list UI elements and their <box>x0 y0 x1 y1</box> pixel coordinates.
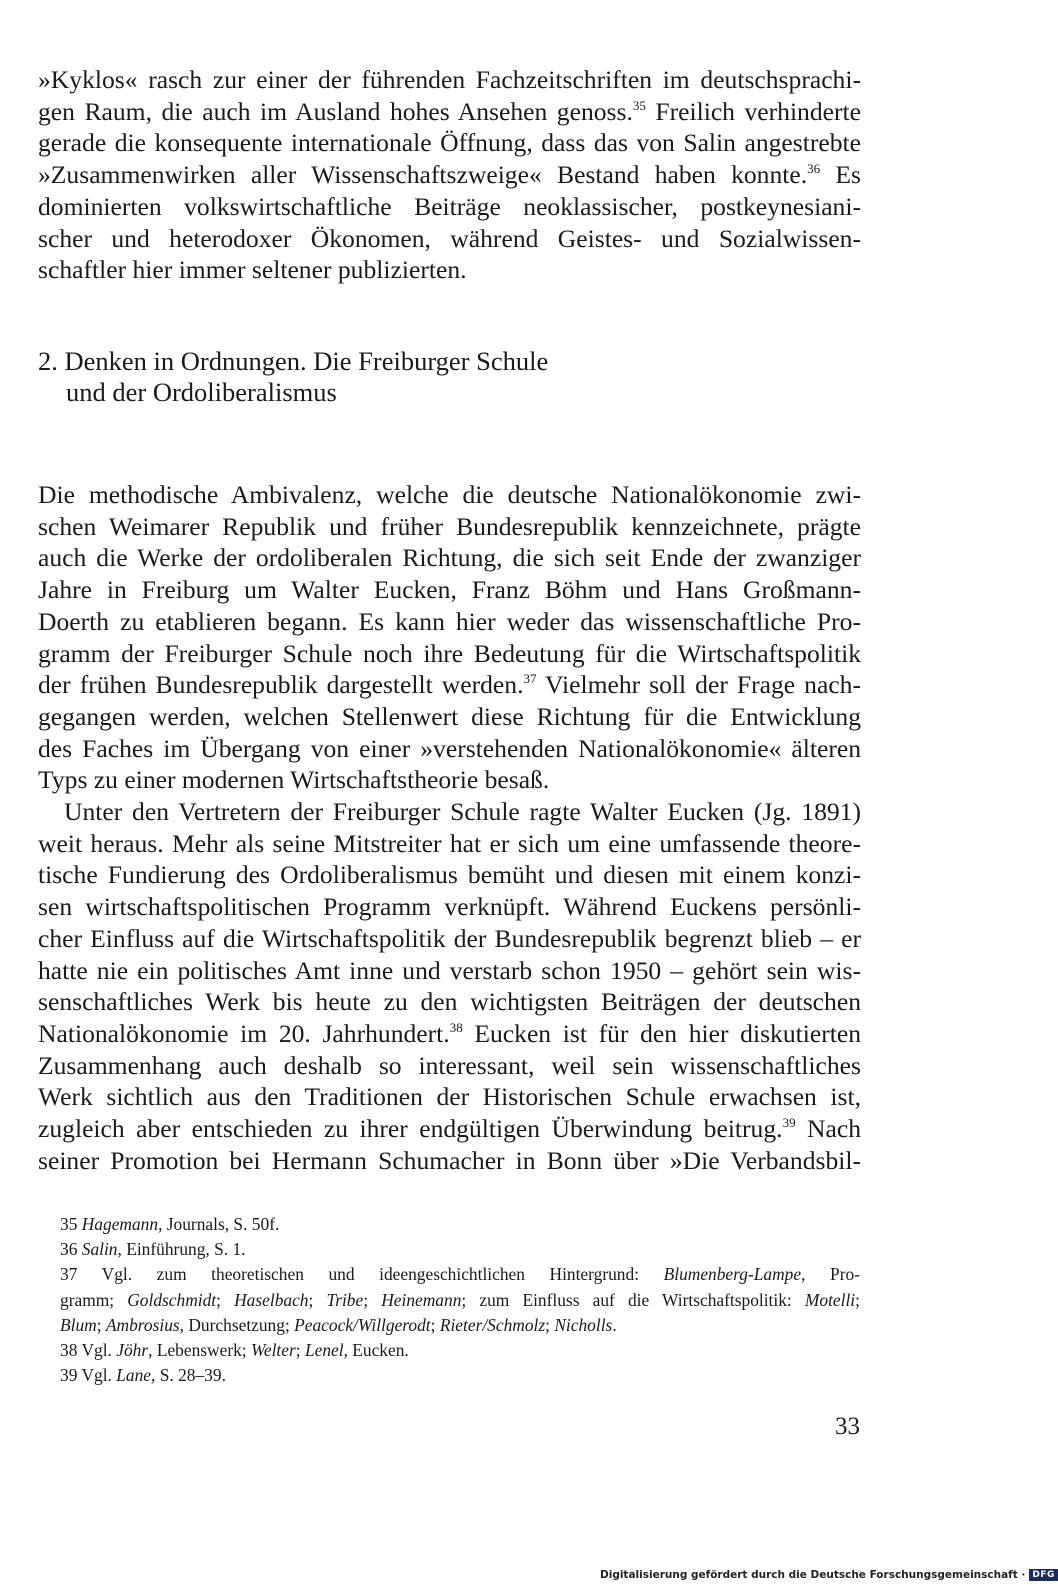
text-line: weit heraus. Mehr als seine Mitstreiter hat er sich um eine umfassende theore- <box>38 828 861 858</box>
footnote-36: 36 Salin, Einführung, S. 1. <box>60 1239 246 1260</box>
text-line: gerade die konsequente internationale Öffnung, dass das von Salin angestrebte <box>38 128 861 158</box>
text-line: Werk sichtlich aus den Traditionen der Historischen Schule erwachsen ist, <box>38 1082 861 1112</box>
text-line: dominierten volkswirtschaftliche Beiträge neoklassischer, postkeynesiani- <box>38 191 861 221</box>
text-line: hatte nie ein politisches Amt inne und verstarb schon 1950 – gehört sein wis- <box>38 955 861 985</box>
text-line: gen Raum, die auch im Ausland hohes Ansehen genoss.$^{35}$ Freilich verhinderte <box>38 96 862 126</box>
text-line: Doerth zu etablieren begann. Es kann hier weder das wissenschaftliche Pro- <box>38 606 861 636</box>
text-line: gramm der Freiburger Schule noch ihre Bedeutung für die Wirtschaftspolitik <box>38 638 861 668</box>
footnotes <box>60 1212 860 1388</box>
text-line: senschaftliches Werk bis heute zu den wichtigsten Beiträgen der deutschen <box>38 987 861 1017</box>
footnote-38: 38 Vgl. Jöhr, Lebenswerk; Welter; Lenel, Eucken. <box>60 1340 409 1361</box>
text-line: des Faches im Übergang von einer »verstehenden Nationalökonomie« älteren <box>38 733 861 763</box>
text-line: »Kyklos« rasch zur einer der führenden Fachzeitschriften im deutschsprachi- <box>38 65 861 94</box>
footnote-marker[interactable]: 37 <box>523 671 537 687</box>
text-line: Nationalökonomie im 20. Jahrhundert.$^{38}$ Eucken ist für den hier diskutierten <box>38 1018 861 1048</box>
dfg-logo: DFG <box>1029 1569 1058 1581</box>
footnote-marker[interactable]: 38 <box>449 1019 463 1035</box>
footnote-marker[interactable]: 39 <box>782 1115 796 1131</box>
text-line: »Zusammenwirken aller Wissenschaftszweige« Bestand haben konnte.$^{36}$ Es <box>38 160 861 190</box>
page-number: 33 <box>835 1413 860 1440</box>
text-line: Zusammenhang auch deshalb so interessant, weil sein wissenschaftliches <box>38 1050 861 1080</box>
footnote-35: 35 Hagemann, Journals, S. 50f. <box>60 1214 280 1234</box>
text-line: cher Einfluss auf die Wirtschaftspolitik der Bundesrepublik begrenzt blieb – er <box>38 923 861 953</box>
footnote-marker[interactable]: 36 <box>807 161 821 177</box>
text-line: gegangen werden, welchen Stellenwert diese Richtung für die Entwicklung <box>38 701 861 731</box>
footnote-marker[interactable]: 35 <box>632 97 646 113</box>
top-paragraph <box>38 64 861 286</box>
text-line: tische Fundierung des Ordoliberalismus bemüht und diesen mit einem konzi- <box>38 860 861 890</box>
footnote-37: 37 Vgl. zum theoretischen und ideengeschichtlichen Hintergrund: Blumenberg-Lampe, Pro- gramm; Goldschmidt; Haselbach; Tribe; Heinemann; zum Einfluss auf die Wirtschaftspolitik: Motelli; Blum; Ambrosius, Durchsetzung; Peacock/Willgerodt; Rieter/Schmolz; Nicholls. <box>60 1264 860 1335</box>
text-line: scher und heterodoxer Ökonomen, während Geistes- und Sozialwissen- <box>38 223 861 253</box>
text-line: Jahre in Freiburg um Walter Eucken, Franz Böhm und Hans Großmann- <box>38 575 861 605</box>
text-line: seiner Promotion bei Hermann Schumacher in Bonn über »Die Verbandsbil- <box>38 1145 861 1175</box>
digitization-credit <box>600 1566 1055 1584</box>
text-line: Die methodische Ambivalenz, welche die deutsche Nationalökonomie zwi- <box>38 480 861 509</box>
heading-line: und der Ordoliberalismus <box>66 377 337 407</box>
footnote-39: 39 Vgl. Lane, S. 28–39. <box>60 1365 226 1386</box>
text-line: schen Weimarer Republik und früher Bundesrepublik kennzeichnete, prägte <box>38 511 861 541</box>
text-line: zugleich aber entschieden zu ihrer endgültigen Überwindung beitrug.$^{39}$ Nach <box>38 1114 862 1144</box>
body-paragraph <box>38 479 861 796</box>
credit-text: Digitalisierung gefördert durch die Deutsche Forschungsgemeinschaft · <box>600 1569 1026 1581</box>
body-paragraph <box>38 796 861 1176</box>
section-heading <box>38 346 548 408</box>
text-line: der frühen Bundesrepublik dargestellt werden.$^{37}$ Vielmehr soll der Frage nach- <box>38 670 861 700</box>
text-line: auch die Werke der ordoliberalen Richtung, die sich seit Ende der zwanziger <box>38 543 861 573</box>
heading-line: 2. Denken in Ordnungen. Die Freiburger Schule <box>38 346 549 376</box>
text-line: Typs zu einer modernen Wirtschaftstheorie besaß. <box>38 765 550 795</box>
text-line: Unter den Vertretern der Freiburger Schule ragte Walter Eucken (Jg. 1891) <box>64 797 861 826</box>
text-line: sen wirtschaftspolitischen Programm verknüpft. Während Euckens persönli- <box>38 892 861 922</box>
text-line: schaftler hier immer seltener publizierten. <box>38 255 467 285</box>
